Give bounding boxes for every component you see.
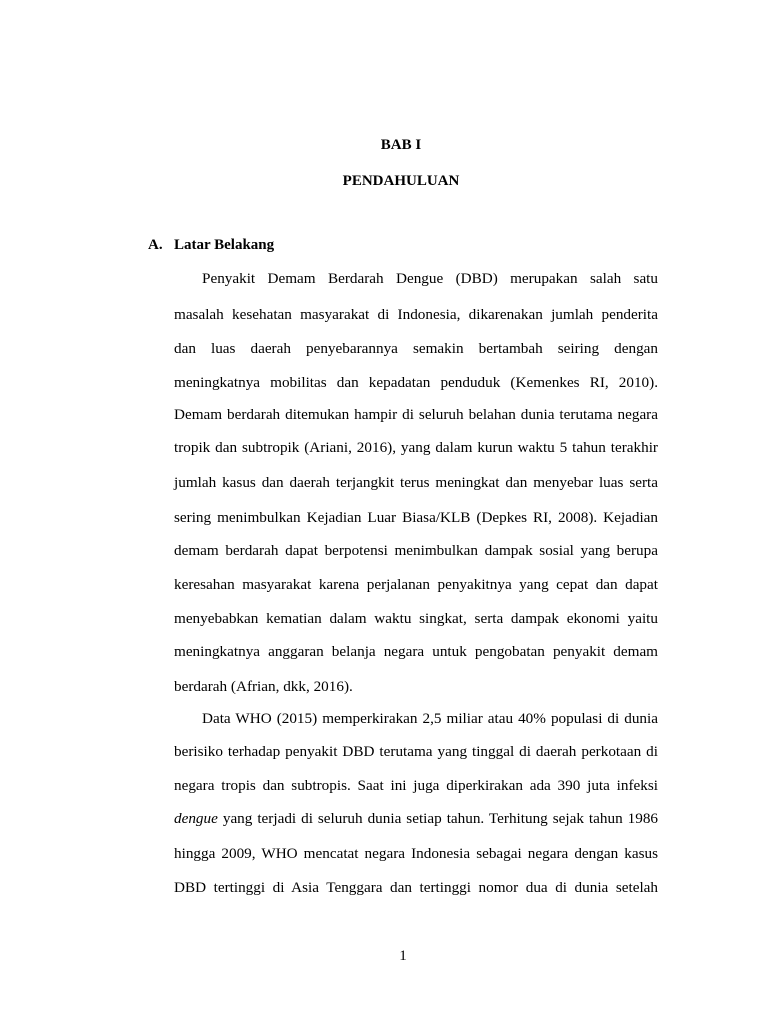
paragraph-line: meningkatnya anggaran belanja negara untuk pengobatan penyakit demam <box>174 643 658 660</box>
paragraph-line: sering menimbulkan Kejadian Luar Biasa/KLB (Depkes RI, 2008). Kejadian <box>174 509 658 526</box>
paragraph-line: DBD tertinggi di Asia Tenggara dan tertinggi nomor dua di dunia setelah <box>174 879 658 896</box>
paragraph-line: demam berdarah dapat berpotensi menimbulkan dampak sosial yang berupa <box>174 542 658 559</box>
paragraph-line: keresahan masyarakat karena perjalanan penyakitnya yang cepat dan dapat <box>174 576 658 593</box>
paragraph-line: tropik dan subtropik (Ariani, 2016), yang dalam kurun waktu 5 tahun terakhir <box>174 439 658 456</box>
paragraph-line: meningkatnya mobilitas dan kepadatan penduduk (Kemenkes RI, 2010). <box>174 374 658 391</box>
paragraph-line: Data WHO (2015) memperkirakan 2,5 miliar atau 40% populasi di dunia <box>202 710 658 727</box>
section-heading <box>148 237 274 254</box>
chapter-title: PENDAHULUAN <box>342 173 460 189</box>
paragraph-line: berdarah (Afrian, dkk, 2016). <box>174 678 353 695</box>
paragraph-line <box>174 809 658 829</box>
paragraph-line: hingga 2009, WHO mencatat negara Indonesia sebagai negara dengan kasus <box>174 845 658 862</box>
paragraph-line: Demam berdarah ditemukan hampir di seluruh belahan dunia terutama negara <box>174 406 658 423</box>
paragraph-line: negara tropis dan subtropis. Saat ini juga diperkirakan ada 390 juta infeksi <box>174 777 658 794</box>
italic-term: dengue <box>174 810 218 827</box>
chapter-heading: BAB I <box>380 137 422 153</box>
paragraph-line-text: yang terjadi di seluruh dunia setiap tahun. Terhitung sejak tahun 1986 <box>222 810 659 827</box>
paragraph-line: menyebabkan kematian dalam waktu singkat, serta dampak ekonomi yaitu <box>174 610 658 627</box>
section-number: A. <box>148 237 163 253</box>
paragraph-line: berisiko terhadap penyakit DBD terutama yang tinggal di daerah perkotaan di <box>174 743 658 760</box>
paragraph-line: masalah kesehatan masyarakat di Indonesia, dikarenakan jumlah penderita <box>174 306 658 323</box>
section-title: Latar Belakang <box>174 237 275 253</box>
paragraph-line: jumlah kasus dan daerah terjangkit terus meningkat dan menyebar luas serta <box>174 474 658 491</box>
paragraph-line: dan luas daerah penyebarannya semakin bertambah seiring dengan <box>174 340 658 357</box>
paragraph-line: Penyakit Demam Berdarah Dengue (DBD) merupakan salah satu <box>202 270 658 287</box>
page-number: 1 <box>399 948 407 964</box>
